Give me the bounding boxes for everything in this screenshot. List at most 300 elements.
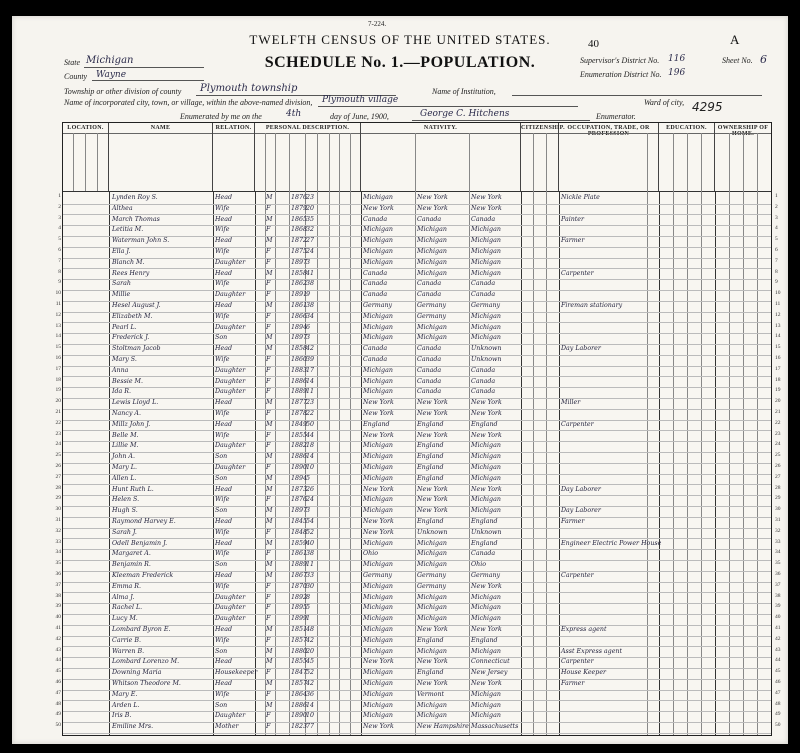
occupation: Farmer	[561, 518, 585, 525]
father-birthplace: New York	[417, 658, 448, 666]
sex: M	[266, 561, 273, 569]
row-number: 20	[55, 398, 61, 405]
row-number: 18	[775, 376, 781, 383]
mother-birthplace: Germany	[471, 572, 501, 579]
relation: Head	[215, 658, 233, 666]
occupation	[561, 701, 647, 711]
birthplace: Canada	[363, 215, 388, 223]
row-number: 45	[55, 668, 61, 675]
occupation	[561, 474, 647, 484]
father-birthplace: New York	[417, 399, 448, 407]
father-birthplace: New Hampshire	[417, 723, 469, 731]
mother-birthplace: Canada	[471, 291, 496, 299]
row-number: 8	[775, 268, 778, 275]
relation: Head	[215, 485, 233, 493]
mother-birthplace: Michigan	[471, 334, 501, 342]
age: 26	[306, 485, 315, 493]
person-name: Emma R.	[112, 582, 142, 590]
sex: F	[266, 615, 271, 623]
relation: Head	[215, 399, 233, 407]
birthplace: New York	[363, 399, 394, 407]
birthplace: Michigan	[363, 366, 393, 374]
row-number: 44	[775, 657, 781, 664]
father-birthplace: Canada	[417, 280, 442, 288]
occupation: Carpenter	[561, 420, 594, 428]
birthplace: Michigan	[363, 690, 393, 698]
incorporated-value: Plymouth village	[322, 95, 399, 105]
age: 27	[306, 237, 315, 245]
age: 54	[306, 518, 315, 525]
father-birthplace: New York	[417, 626, 448, 633]
person-name: Allen L.	[112, 474, 137, 482]
person-name: Millie	[112, 291, 131, 299]
age: 38	[306, 280, 315, 288]
birthplace: Michigan	[363, 323, 393, 331]
sex: F	[266, 248, 271, 255]
sex: F	[266, 226, 271, 234]
person-name: Benjamin R.	[112, 561, 151, 569]
form-number: 7-224.	[368, 20, 387, 28]
birth-year: 1866	[291, 312, 308, 320]
occupation: Day Laborer	[561, 507, 601, 515]
birthplace: Michigan	[363, 248, 393, 255]
father-birthplace: New York	[417, 194, 448, 201]
mother-birthplace: Canada	[471, 377, 496, 385]
birth-year: 1892	[291, 593, 308, 601]
person-name: Ida R.	[112, 388, 132, 396]
birth-year: 1882	[291, 442, 308, 450]
age: 45	[306, 658, 315, 666]
row-number: 31	[55, 517, 61, 523]
row-number: 48	[775, 700, 781, 707]
row-number: 41	[55, 625, 61, 631]
person-name: Hugh S.	[112, 507, 138, 515]
age: 5	[306, 474, 311, 482]
occupation: Farmer	[561, 680, 585, 687]
birthplace: Michigan	[363, 194, 393, 201]
occupation: Farmer	[561, 237, 585, 245]
age: 17	[306, 366, 315, 374]
birth-year: 1886	[291, 377, 308, 385]
birthplace: Michigan	[363, 237, 393, 245]
county-value: Wayne	[96, 70, 127, 80]
relation: Son	[215, 334, 228, 342]
table-row	[55, 722, 781, 734]
person-name: Margaret A.	[112, 550, 151, 558]
age: 52	[306, 528, 315, 536]
education-header: EDUCATION.	[659, 123, 715, 191]
birthplace: Michigan	[363, 636, 393, 644]
birthplace: Michigan	[363, 626, 393, 633]
person-name: Downing Maria	[112, 669, 162, 677]
sex: M	[266, 626, 273, 633]
birth-year: 1872	[291, 237, 308, 245]
birthplace: England	[363, 420, 390, 428]
relation: Daughter	[215, 291, 246, 299]
schedule-title: SCHEDULE No. 1.—POPULATION.	[264, 54, 536, 71]
row-number: 5	[775, 236, 778, 243]
relation: Wife	[215, 356, 230, 363]
person-name: Whitson Theodore M.	[112, 680, 181, 687]
sex: F	[266, 604, 271, 612]
birthplace: Michigan	[363, 647, 393, 655]
father-birthplace: Michigan	[417, 561, 447, 569]
person-name: Lynden Roy S.	[112, 194, 158, 201]
row-number: 16	[55, 355, 61, 361]
birthplace: Canada	[363, 269, 388, 277]
father-birthplace: Michigan	[417, 323, 447, 331]
row-number: 19	[775, 387, 781, 394]
father-birthplace: Michigan	[417, 269, 447, 277]
age: 6	[306, 323, 311, 331]
birthplace: Michigan	[363, 442, 393, 450]
sex: M	[266, 518, 273, 525]
occupation	[561, 409, 647, 419]
person-name: Rachel L.	[112, 604, 143, 612]
birth-year: 1823	[291, 723, 308, 731]
father-birthplace: Vermont	[417, 690, 445, 698]
birth-year: 1899	[291, 615, 308, 623]
mother-birthplace: Ohio	[471, 561, 487, 569]
relation: Wife	[215, 690, 230, 698]
row-number: 28	[55, 484, 61, 491]
birth-year: 1845	[291, 518, 308, 525]
sex: F	[266, 690, 271, 698]
birthplace: Michigan	[363, 701, 393, 709]
father-birthplace: Michigan	[417, 615, 447, 623]
occupation	[561, 279, 647, 289]
row-number: 46	[775, 679, 781, 685]
father-birthplace: New York	[417, 485, 448, 493]
occupation	[561, 377, 647, 387]
sex: M	[266, 237, 273, 245]
father-birthplace: New York	[417, 410, 448, 417]
age: 11	[306, 388, 315, 396]
birthplace: New York	[363, 431, 394, 439]
birthplace: Ohio	[363, 550, 379, 558]
age: 10	[306, 464, 315, 471]
birth-year: 1851	[291, 626, 308, 633]
incorporated-label: Name of incorporated city, town, or village, within the above-named division,	[64, 98, 313, 107]
row-number: 23	[775, 430, 781, 437]
person-name: Kleeman Frederick	[112, 572, 174, 579]
mother-birthplace: New York	[471, 680, 502, 687]
row-number: 46	[55, 679, 61, 685]
occupation	[561, 387, 647, 397]
father-birthplace: Canada	[417, 366, 442, 374]
mother-birthplace: New York	[471, 626, 502, 633]
mother-birthplace: England	[471, 420, 498, 428]
enumerator-label: Enumerator.	[596, 112, 636, 121]
father-birthplace: Michigan	[417, 226, 447, 234]
occupation: Painter	[561, 215, 585, 223]
occupation: Fireman stationary	[561, 302, 623, 309]
row-number: 43	[775, 646, 781, 653]
age: 3	[306, 258, 311, 266]
birthplace: Michigan	[363, 680, 393, 687]
birthplace: Canada	[363, 280, 388, 288]
birth-year: 1890	[291, 464, 308, 471]
occupation: Day Laborer	[561, 345, 601, 353]
enumerator-value: George C. Hitchens	[420, 109, 510, 119]
row-number: 33	[55, 538, 61, 545]
row-number: 11	[55, 301, 61, 307]
occupation-header: OCCUPATION, TRADE, OR PROFESSION	[559, 123, 659, 191]
birthplace: New York	[363, 204, 394, 212]
birth-year: 1891	[291, 291, 308, 299]
occupation	[561, 441, 647, 451]
sex: M	[266, 302, 273, 309]
enumerator-underline	[412, 120, 590, 121]
county-underline	[92, 80, 204, 81]
relation: Daughter	[215, 593, 246, 601]
row-number: 21	[55, 409, 61, 415]
row-number: 13	[775, 322, 781, 329]
birth-year: 1867	[291, 572, 308, 579]
person-name: Lombard Lorenzo M.	[112, 658, 180, 666]
enumeration-value: 196	[668, 68, 686, 78]
age: 50	[306, 420, 315, 428]
birthplace: Michigan	[363, 539, 393, 547]
birth-year: 1880	[291, 647, 308, 655]
row-number: 6	[775, 247, 778, 253]
institution-label: Name of Institution,	[432, 87, 496, 96]
person-name: Letitia M.	[112, 226, 144, 234]
supervisor-value: 116	[668, 54, 686, 64]
relation: Head	[215, 269, 233, 277]
birthplace: Michigan	[363, 258, 393, 266]
row-number: 2	[775, 203, 778, 210]
father-birthplace: Unknown	[417, 528, 448, 536]
row-number: 21	[775, 409, 781, 415]
sex: F	[266, 593, 271, 601]
row-number: 18	[55, 376, 61, 383]
row-number: 39	[775, 603, 781, 610]
row-number: 36	[55, 571, 61, 577]
row-number: 47	[55, 689, 61, 696]
birthplace: New York	[363, 658, 394, 666]
occupation: Asst Express agent	[561, 647, 623, 655]
row-number: 48	[55, 700, 61, 707]
birth-year: 1873	[291, 485, 308, 493]
relation: Daughter	[215, 258, 246, 266]
mother-birthplace: Connecticut	[471, 658, 510, 666]
mother-birthplace: England	[471, 636, 498, 644]
age: 23	[306, 194, 315, 201]
sex: M	[266, 215, 273, 223]
occupation	[561, 355, 647, 365]
occupation: Nickle Plate	[561, 194, 600, 201]
relation: Wife	[215, 431, 230, 439]
occupation	[561, 593, 647, 603]
birth-year: 1857	[291, 636, 308, 644]
row-number: 35	[775, 560, 781, 567]
birth-year: 1861	[291, 550, 308, 558]
row-number: 26	[55, 463, 61, 469]
row-number: 37	[775, 581, 781, 588]
birth-year: 1861	[291, 302, 308, 309]
row-number: 40	[55, 614, 61, 621]
relation: Mother	[215, 723, 239, 731]
relation: Wife	[215, 410, 230, 417]
mother-birthplace: New York	[471, 194, 502, 201]
birthplace: Michigan	[363, 593, 393, 601]
row-number: 11	[775, 301, 781, 307]
birth-year: 1858	[291, 345, 308, 353]
mother-birthplace: Michigan	[471, 258, 501, 266]
mother-birthplace: Michigan	[471, 312, 501, 320]
institution-underline	[512, 95, 762, 96]
relation: Head	[215, 302, 233, 309]
sex: M	[266, 658, 273, 666]
mother-birthplace: Germany	[471, 302, 501, 309]
birthplace: Michigan	[363, 377, 393, 385]
row-number: 38	[775, 592, 781, 599]
relation: Wife	[215, 528, 230, 536]
person-name: Waterman John S.	[112, 237, 170, 245]
mother-birthplace: Michigan	[471, 226, 501, 234]
relation: Daughter	[215, 442, 246, 450]
father-birthplace: Canada	[417, 377, 442, 385]
birth-year: 1886	[291, 453, 308, 461]
relation: Head	[215, 680, 233, 687]
row-number: 30	[55, 506, 61, 513]
mother-birthplace: Michigan	[471, 237, 501, 245]
relation: Wife	[215, 496, 230, 504]
row-number: 49	[775, 711, 781, 718]
row-number: 37	[55, 581, 61, 588]
month-label: day of June, 1900,	[330, 112, 389, 121]
birthplace: Michigan	[363, 496, 393, 504]
sex: F	[266, 377, 271, 385]
census-title: TWELFTH CENSUS OF THE UNITED STATES.	[249, 32, 551, 47]
township-label: Township or other division of county	[64, 87, 182, 96]
occupation	[561, 636, 647, 646]
father-birthplace: New York	[417, 204, 448, 212]
row-number: 12	[55, 311, 61, 318]
father-birthplace: Michigan	[417, 701, 447, 709]
father-birthplace: Canada	[417, 291, 442, 299]
row-number: 10	[775, 290, 781, 297]
person-name: Helen S.	[112, 496, 140, 504]
page-letter: A	[730, 32, 740, 47]
age: 40	[306, 539, 315, 547]
occupation	[561, 312, 647, 322]
occupation	[561, 495, 647, 505]
mother-birthplace: Michigan	[471, 496, 501, 504]
row-number: 14	[55, 333, 61, 340]
sex: M	[266, 269, 273, 277]
father-birthplace: Michigan	[417, 712, 447, 720]
row-number: 9	[775, 279, 778, 286]
father-birthplace: Michigan	[417, 593, 447, 601]
father-birthplace: Michigan	[417, 258, 447, 266]
relation: Daughter	[215, 366, 246, 374]
father-birthplace: New York	[417, 496, 448, 504]
birth-year: 1875	[291, 248, 308, 255]
mother-birthplace: Michigan	[471, 690, 501, 698]
father-birthplace: New York	[417, 431, 448, 439]
birth-year: 1847	[291, 669, 308, 677]
age: 48	[306, 626, 315, 633]
person-name: Lillie M.	[112, 442, 139, 450]
row-number: 16	[775, 355, 781, 361]
sex: M	[266, 485, 273, 493]
sex: F	[266, 550, 271, 558]
sex: F	[266, 528, 271, 536]
row-number: 1	[58, 193, 61, 199]
birth-year: 1858	[291, 269, 308, 277]
mother-birthplace: Michigan	[471, 507, 501, 515]
person-name: Elizabeth M.	[112, 312, 153, 320]
age: 14	[306, 377, 315, 385]
township-value: Plymouth township	[200, 83, 298, 94]
occupation	[561, 333, 647, 343]
birth-year: 1894	[291, 474, 308, 482]
mother-birthplace: Michigan	[471, 464, 501, 471]
relation: Son	[215, 507, 228, 515]
mother-birthplace: Michigan	[471, 701, 501, 709]
age: 24	[306, 496, 315, 504]
relation: Son	[215, 453, 228, 461]
person-name: Sarah J.	[112, 528, 137, 536]
age: 52	[306, 669, 315, 677]
mother-birthplace: Michigan	[471, 323, 501, 331]
row-number: 41	[775, 625, 781, 631]
mother-birthplace: Massachusetts	[471, 723, 519, 731]
person-name: Lewis Lloyd L.	[112, 399, 159, 407]
age: 77	[306, 723, 315, 731]
relation: Wife	[215, 204, 230, 212]
relation: Head	[215, 237, 233, 245]
mother-birthplace: Unknown	[471, 356, 502, 363]
row-number: 35	[55, 560, 61, 567]
age: 1	[306, 615, 311, 623]
mother-birthplace: England	[471, 518, 498, 525]
row-number: 38	[55, 592, 61, 599]
row-number: 10	[55, 290, 61, 297]
person-name: John A.	[112, 453, 135, 461]
birthplace: Michigan	[363, 615, 393, 623]
birthplace: Michigan	[363, 474, 393, 482]
person-name: Belle M.	[112, 431, 139, 439]
birth-year: 1883	[291, 366, 308, 374]
birthplace: Michigan	[363, 582, 393, 590]
row-number: 34	[775, 549, 781, 556]
row-number: 17	[775, 365, 781, 372]
row-number: 4	[58, 225, 61, 232]
age: 9	[306, 291, 311, 299]
relation: Son	[215, 647, 228, 655]
birthplace: Michigan	[363, 712, 393, 720]
sex: F	[266, 712, 271, 720]
row-number: 17	[55, 365, 61, 372]
father-birthplace: Germany	[417, 302, 447, 309]
birth-year: 1848	[291, 528, 308, 536]
row-number: 25	[775, 452, 781, 459]
birth-year: 1894	[291, 323, 308, 331]
county-label: County	[64, 72, 88, 81]
birth-year: 1876	[291, 496, 308, 504]
relation: Wife	[215, 280, 230, 288]
father-birthplace: England	[417, 453, 444, 461]
birthplace: Germany	[363, 302, 393, 309]
mother-birthplace: New York	[471, 485, 502, 493]
age: 10	[306, 712, 315, 720]
person-name: Bessie M.	[112, 377, 144, 385]
row-number: 31	[775, 517, 781, 523]
birthplace: Michigan	[363, 453, 393, 461]
